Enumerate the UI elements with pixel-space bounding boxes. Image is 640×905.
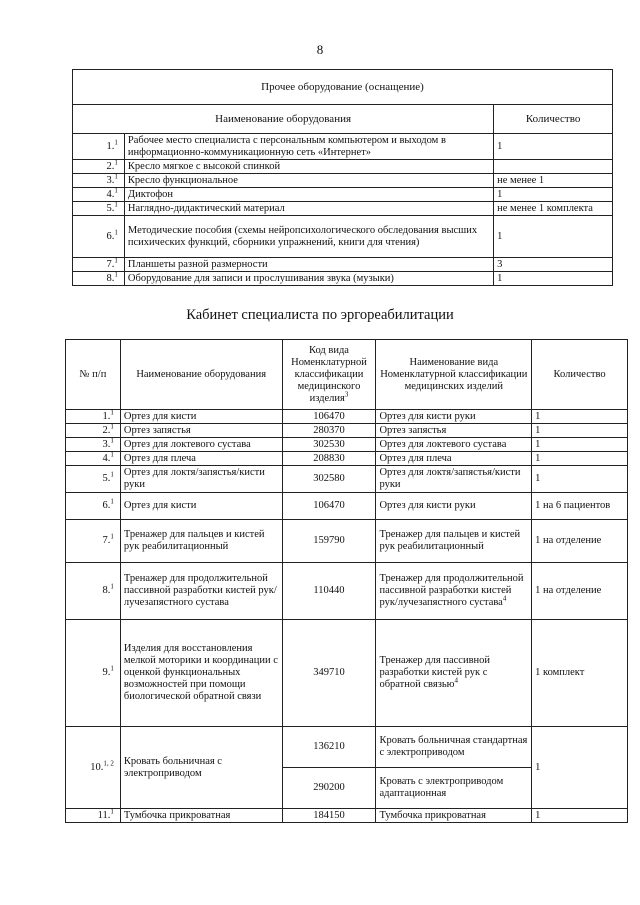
table-row	[66, 520, 628, 563]
row-number: 7.$^1$	[66, 520, 121, 563]
table-row	[73, 160, 613, 174]
table-row	[73, 216, 613, 258]
equipment-quantity: не менее 1	[494, 174, 613, 188]
table-row	[66, 452, 628, 466]
table-row	[66, 466, 628, 493]
table-row	[73, 258, 613, 272]
equipment-quantity: 1	[494, 134, 613, 160]
equipment-name: Диктофон	[124, 188, 493, 202]
row-number: 4.$^1$	[73, 188, 125, 202]
equipment-quantity: не менее 1 комплекта	[494, 202, 613, 216]
equipment-quantity: 1	[494, 272, 613, 286]
column-header-code: Код вида Номенклатурной классификации медицинского изделия$^3$	[282, 340, 376, 410]
row-number: 8.$^1$	[73, 272, 125, 286]
table-row	[66, 438, 628, 452]
equipment-quantity: 1 на отделение	[532, 520, 628, 563]
column-header-quantity: Количество	[532, 340, 628, 410]
table-row	[73, 134, 613, 160]
classification-kind: Ортез для кисти руки	[376, 410, 532, 424]
classification-code: 184150	[282, 809, 376, 823]
classification-code: 349710	[282, 620, 376, 727]
other-equipment-table	[72, 69, 613, 286]
table-row	[66, 563, 628, 620]
equipment-name: Планшеты разной размерности	[124, 258, 493, 272]
classification-code: 302580	[282, 466, 376, 493]
classification-kind: Кровать больничная стандартная с электроприводом	[376, 727, 532, 768]
row-number: 1.$^1$	[66, 410, 121, 424]
equipment-quantity: 1	[532, 424, 628, 438]
column-header-name: Наименование оборудования	[73, 105, 494, 134]
equipment-quantity: 1	[532, 727, 628, 809]
row-number: 3.$^1$	[73, 174, 125, 188]
classification-code: 302530	[282, 438, 376, 452]
column-header-quantity: Количество	[494, 105, 613, 134]
row-number: 1.$^1$	[73, 134, 125, 160]
equipment-name: Ортез для кисти	[120, 493, 282, 520]
equipment-quantity: 1	[532, 438, 628, 452]
equipment-quantity: 1 комплект	[532, 620, 628, 727]
equipment-quantity: 3	[494, 258, 613, 272]
equipment-quantity: 1	[494, 188, 613, 202]
row-number: 4.$^1$	[66, 452, 121, 466]
section-title: Кабинет специалиста по эргореабилитации	[186, 307, 454, 323]
classification-kind: Ортез запястья	[376, 424, 532, 438]
equipment-name: Ортез для локтя/запястья/кисти руки	[120, 466, 282, 493]
row-number: 6.$^1$	[73, 216, 125, 258]
classification-kind: Ортез для кисти руки	[376, 493, 532, 520]
table-row	[73, 202, 613, 216]
equipment-name: Тренажер для пальцев и кистей рук реабилитационный	[120, 520, 282, 563]
row-number: 7.$^1$	[73, 258, 125, 272]
row-number: 3.$^1$	[66, 438, 121, 452]
table-row	[66, 727, 628, 768]
column-header-name: Наименование оборудования	[120, 340, 282, 410]
row-number: 8.$^1$	[66, 563, 121, 620]
equipment-quantity: 1	[532, 809, 628, 823]
table-row	[66, 410, 628, 424]
equipment-name: Тренажер для продолжительной пассивной разработки кистей рук/лучезапястного сустава	[120, 563, 282, 620]
classification-code: 136210	[282, 727, 376, 768]
classification-kind: Кровать с электроприводом адаптационная	[376, 768, 532, 809]
row-number: 5.$^1$	[73, 202, 125, 216]
equipment-name: Ортез для локтевого сустава	[120, 438, 282, 452]
equipment-name: Ортез для плеча	[120, 452, 282, 466]
column-header-number: № п/п	[66, 340, 121, 410]
row-number: 10.$^{1, 2}$	[66, 727, 121, 809]
classification-kind: Тренажер для пальцев и кистей рук реабилитационный	[376, 520, 532, 563]
equipment-name: Ортез для кисти	[120, 410, 282, 424]
classification-code: 208830	[282, 452, 376, 466]
classification-kind: Тумбочка прикроватная	[376, 809, 532, 823]
table-caption: Прочее оборудование (оснащение)	[73, 70, 613, 105]
table-row	[66, 493, 628, 520]
row-number: 11.$^1$	[66, 809, 121, 823]
classification-kind: Ортез для локтя/запястья/кисти руки	[376, 466, 532, 493]
classification-kind: Тренажер для пассивной разработки кистей рук с обратной связью$^4$	[376, 620, 532, 727]
classification-code: 110440	[282, 563, 376, 620]
classification-kind: Ортез для плеча	[376, 452, 532, 466]
table-row	[66, 809, 628, 823]
classification-code: 290200	[282, 768, 376, 809]
equipment-name: Оборудование для записи и прослушивания звука (музыки)	[124, 272, 493, 286]
column-header-kind: Наименование вида Номенклатурной классификации медицинских изделий	[376, 340, 532, 410]
equipment-name: Рабочее место специалиста с персональным компьютером и выходом в информационно-коммуникационную сеть «Интернет»	[124, 134, 493, 160]
equipment-quantity: 1 на 6 пациентов	[532, 493, 628, 520]
equipment-quantity: 1	[532, 452, 628, 466]
equipment-name: Изделия для восстановления мелкой моторики и координации с оценкой функциональных возможностей при помощи биологической обратной связи	[120, 620, 282, 727]
equipment-name: Методические пособия (схемы нейропсихологического обследования высших психических функций, сборники упражнений, книги для чтения)	[124, 216, 493, 258]
equipment-name: Тумбочка прикроватная	[120, 809, 282, 823]
equipment-quantity: 1	[532, 410, 628, 424]
table-row	[73, 272, 613, 286]
classification-kind: Ортез для локтевого сустава	[376, 438, 532, 452]
table-row	[73, 174, 613, 188]
row-number: 2.$^1$	[73, 160, 125, 174]
equipment-quantity: 1	[532, 466, 628, 493]
equipment-name: Кресло функциональное	[124, 174, 493, 188]
table-row	[66, 424, 628, 438]
row-number: 5.$^1$	[66, 466, 121, 493]
table-row	[73, 188, 613, 202]
classification-code: 106470	[282, 410, 376, 424]
row-number: 9.$^1$	[66, 620, 121, 727]
row-number: 2.$^1$	[66, 424, 121, 438]
ergo-rehab-equipment-table	[65, 339, 628, 823]
equipment-quantity	[494, 160, 613, 174]
equipment-name: Кресло мягкое с высокой спинкой	[124, 160, 493, 174]
table-row	[66, 620, 628, 727]
equipment-quantity: 1 на отделение	[532, 563, 628, 620]
equipment-quantity: 1	[494, 216, 613, 258]
row-number: 6.$^1$	[66, 493, 121, 520]
equipment-name: Наглядно-дидактический материал	[124, 202, 493, 216]
equipment-name: Кровать больничная с электроприводом	[120, 727, 282, 809]
page-number: 8	[316, 42, 324, 57]
classification-code: 159790	[282, 520, 376, 563]
classification-kind: Тренажер для продолжительной пассивной разработки кистей рук/лучезапястного сустава$^4$	[376, 563, 532, 620]
classification-code: 280370	[282, 424, 376, 438]
equipment-name: Ортез запястья	[120, 424, 282, 438]
classification-code: 106470	[282, 493, 376, 520]
